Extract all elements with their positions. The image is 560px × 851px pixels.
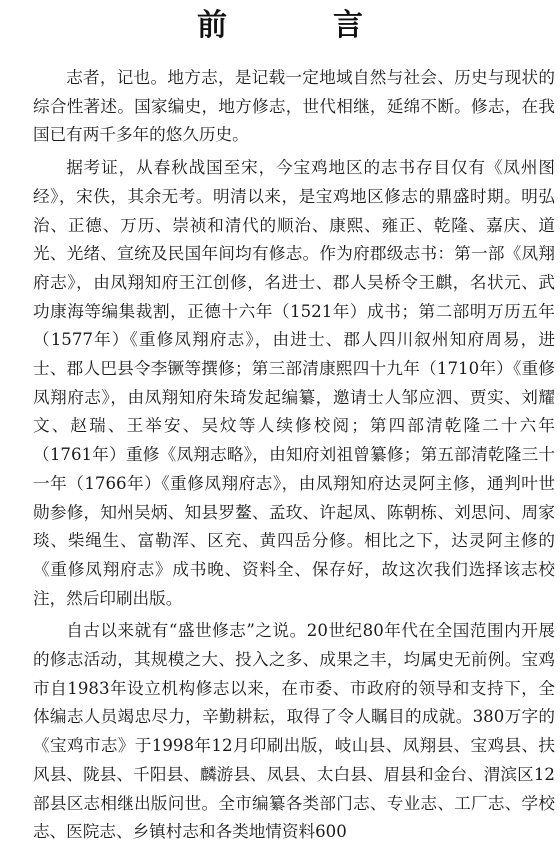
page-title: 前 言	[197, 8, 401, 43]
paragraph-3: 自古以来就有“盛世修志”之说。20世纪80年代在全国范围内开展的修志活动，其规模之大、投入之多、成果之丰，均属史无前例。宝鸡市自1983年设立机构修志以来，在市委、市政府的领导和支持下，全体编志人员竭忠尽力，辛勤耕耘，取得了令人瞩目的成就。380万字的《宝鸡市志》于1998年12月印刷出版，岐山县、凤翔县、宝鸡县、扶风县、陇县、千阳县、麟游县、凤县、太白县、眉县和金台、渭滨区12部县区志相继出版问世。全市编纂各类部门志、专业志、工厂志、学校志、医院志、乡镇村志和各类地情资料600	[33, 621, 555, 842]
body-text	[33, 64, 555, 851]
paragraph-1: 志者，记也。地方志，是记载一定地域自然与社会、历史与现状的综合性著述。国家编史，地方修志，世代相继，延绵不断。修志，在我国已有两千多年的悠久历史。	[33, 68, 555, 145]
paragraph-2: 据考证，从春秋战国至宋，今宝鸡地区的志书存目仅有《凤州图经》，宋佚，其余无考。明清以来，是宝鸡地区修志的鼎盛时期。明弘治、正德、万历、崇祯和清代的顺治、康熙、雍正、乾隆、嘉庆、道光、光绪、宣统及民国年间均有修志。作为府郡级志书：第一部《凤翔府志》，由凤翔知府王江创修，名进士、郡人吴桥令王麒，名状元、武功康海等编集裁割，正德十六年（1521年）成书；第二部明万历五年（1577年）《重修凤翔府志》，由进士、郡人四川叙州知府周易，进士、郡人巴县令李镢等撰修；第三部清康熙四十九年（1710年）《重修凤翔府志》，由凤翔知府朱琦发起编纂，邀请士人邹应泗、贾实、刘耀文、赵瑞、王举安、吴炆等人续修校阅；第四部清乾隆二十六年（1761年）重修《凤翔志略》，由知府刘祖曾纂修；第五部清乾隆三十一年（1766年）《重修凤翔府志》，由凤翔知府达灵阿主修，通判叶世勋参修，知州吴炳、知县罗鳌、孟玫、许起凤、陈朝栋、刘思问、周家琰、柴绳生、富勒浑、区充、黄四岳分修。相比之下，达灵阿主修的《重修凤翔府志》成书晚、资料全、保存好，故这次我们选择该志校注，然后印刷出版。	[33, 158, 555, 608]
